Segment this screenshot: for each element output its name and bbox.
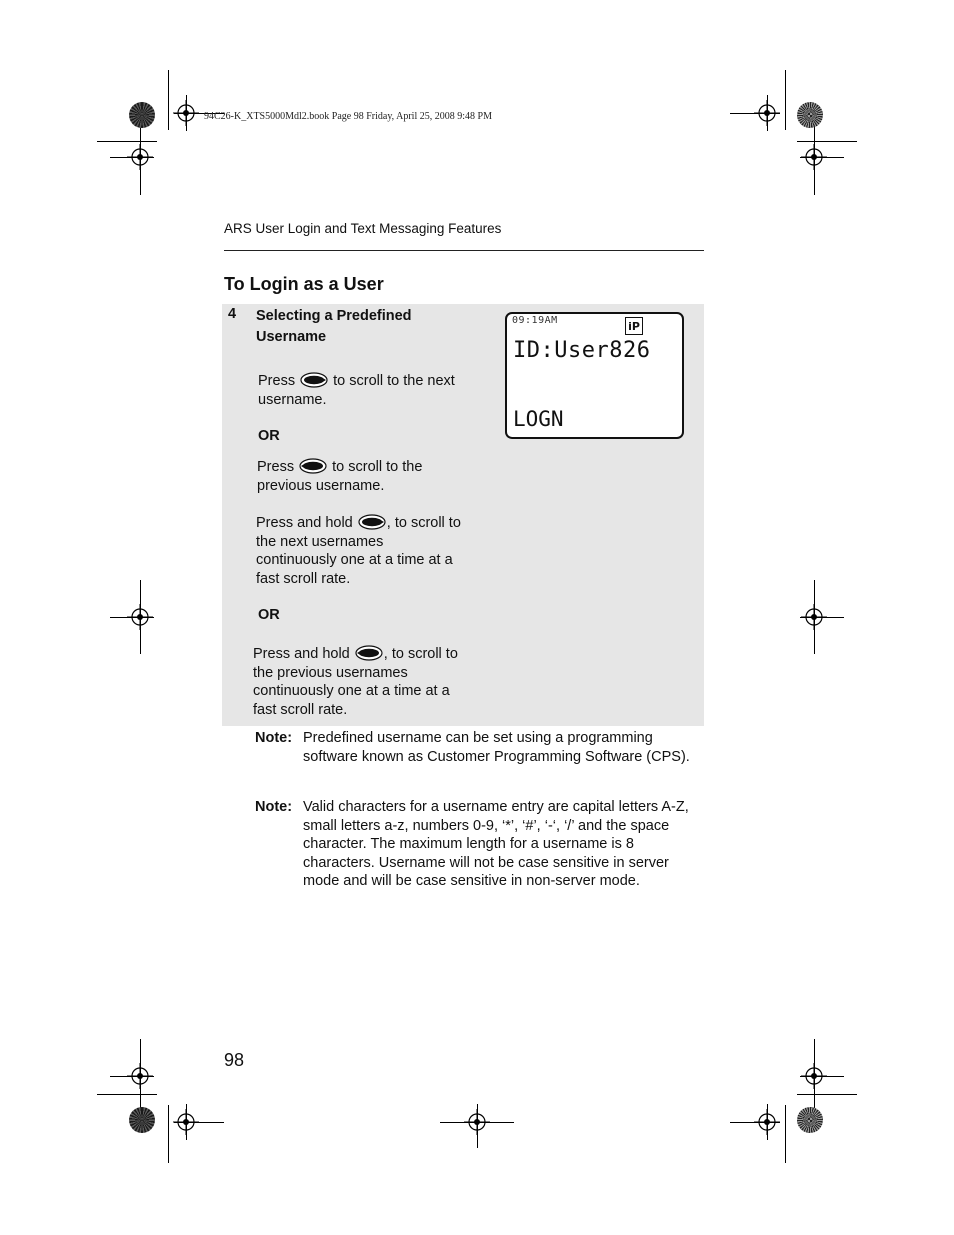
instruction-hold-next: [256, 514, 461, 588]
registration-target-icon: [173, 1109, 199, 1135]
registration-disc-icon: [129, 1107, 155, 1133]
instruction-text: , to scroll to the previous usernames continuously one at a time at a fast scroll rate.: [253, 646, 458, 718]
instruction-scroll-next: [258, 372, 463, 409]
instruction-text: Press and hold: [253, 646, 350, 662]
crop-line: [168, 1105, 169, 1163]
crop-line: [97, 141, 157, 142]
instruction-text: , to scroll to the next usernames continuously one at a time at a fast scroll rate.: [256, 515, 461, 587]
instruction-text: to scroll to the previous username.: [257, 459, 423, 494]
instruction-text: Press: [258, 373, 296, 389]
instruction-text: Press and hold: [256, 515, 353, 531]
header-rule: [224, 250, 704, 251]
section-title: To Login as a User: [224, 274, 384, 294]
note-text: Predefined username can be set using a programming software known as Customer Programming Software (CPS).: [303, 730, 690, 765]
step-number: 4: [228, 306, 237, 322]
or-separator: OR: [258, 428, 280, 444]
crop-line: [785, 70, 786, 130]
registration-target-icon: [127, 604, 153, 630]
crop-line: [97, 1094, 157, 1095]
registration-target-icon: [127, 144, 153, 170]
instruction-scroll-previous: [257, 458, 462, 495]
book-meta: 94C26-K_XTS5000Mdl2.book Page 98 Friday, April 25, 2008 9:48 PM: [204, 111, 492, 122]
ip-icon: [625, 317, 643, 335]
registration-target-icon: [754, 1109, 780, 1135]
note-block: [255, 798, 700, 891]
left-navigation-key-icon: [299, 458, 327, 474]
registration-target-icon: [801, 144, 827, 170]
registration-target-icon: [127, 1063, 153, 1089]
or-separator: OR: [258, 607, 280, 623]
crop-line: [168, 70, 169, 130]
registration-target-icon: [754, 100, 780, 126]
instruction-text: Press: [257, 459, 295, 475]
display-username: ID:User826: [513, 338, 651, 363]
crop-line: [785, 1105, 786, 1163]
instruction-text: to scroll to the next username.: [258, 373, 455, 408]
registration-target-icon: [801, 1063, 827, 1089]
running-head: ARS User Login and Text Messaging Features: [224, 221, 502, 236]
display-softkey-login: LOGN: [513, 407, 564, 431]
right-navigation-key-icon: [300, 372, 328, 388]
registration-disc-icon: [797, 1107, 823, 1133]
instruction-hold-previous: [253, 645, 458, 719]
step-title: Selecting a Predefined Username: [256, 308, 412, 345]
page-number: 98: [224, 1050, 245, 1070]
registration-disc-icon: [129, 102, 155, 128]
radio-display: [505, 312, 684, 439]
left-navigation-key-icon: [355, 645, 383, 661]
right-navigation-key-icon: [358, 514, 386, 530]
crop-line: [797, 1094, 857, 1095]
registration-target-icon: [173, 100, 199, 126]
ip-icon-label: iP: [628, 319, 640, 333]
crop-line: [797, 141, 857, 142]
note-text: Valid characters for a username entry are capital letters A-Z, small letters a-z, numbers 0-9, ‘*’, ‘#’, ‘-‘, ‘/’ and the space character. The maximum length for a username is 8 characters. Username will not be case sensitive in server mode and will be case sensitive in non-server mode.: [303, 799, 689, 890]
note-label: Note:: [255, 730, 293, 746]
note-label: Note:: [255, 799, 293, 815]
display-time: 09:19AM: [512, 315, 558, 326]
registration-disc-icon: [797, 102, 823, 128]
registration-target-icon: [801, 604, 827, 630]
note-block: [255, 729, 700, 766]
registration-target-icon: [464, 1109, 490, 1135]
